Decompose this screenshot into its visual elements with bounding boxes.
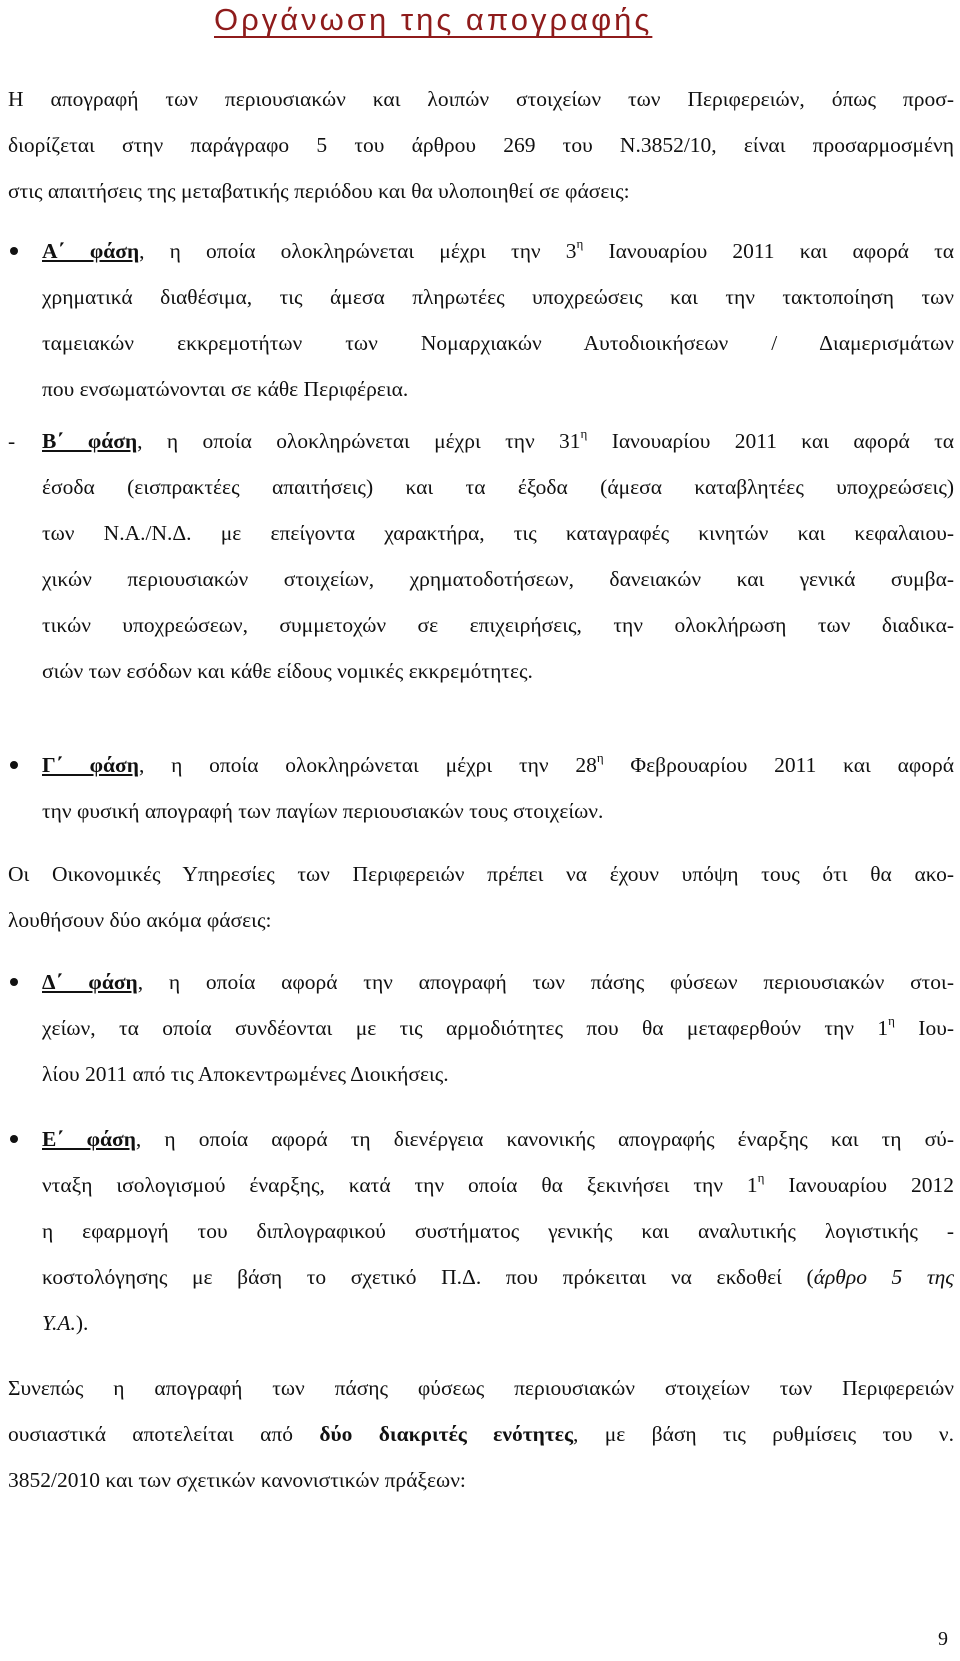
text-line: η εφαρμογή του διπλογραφικού συστήματος γενικής και αναλυτικής λογιστικής - bbox=[42, 1219, 954, 1243]
phase-e-label: Ε΄ φάση bbox=[42, 1127, 136, 1151]
phase-a-text: , η οποία ολοκληρώνεται μέχρι την 3 bbox=[139, 239, 577, 263]
bullet-icon bbox=[10, 1135, 18, 1143]
bullet-icon bbox=[10, 761, 18, 769]
text-line: σιών των εσόδων και κάθε είδους νομικές εκκρεμότητες. bbox=[42, 659, 533, 683]
ordinal-superscript: η bbox=[888, 1013, 895, 1028]
phase-d-text: χείων, τα οποία συνδέονται με τις αρμοδιότητες που θα μεταφερθούν την 1 bbox=[42, 1016, 889, 1040]
ordinal-superscript: η bbox=[580, 426, 588, 441]
reference-italic: άρθρο 5 της bbox=[813, 1265, 954, 1289]
ending-text: ουσιαστικά αποτελείται από bbox=[8, 1422, 320, 1446]
page-title: Οργάνωση της απογραφής bbox=[214, 2, 653, 37]
phase-b-label: Β΄ φάση bbox=[42, 429, 138, 453]
phase-a-text: Ιανουαρίου 2011 και αφορά τα bbox=[583, 239, 954, 263]
text-line: έσοδα (εισπρακτέες απαιτήσεις) και τα έξοδα (άμεσα καταβλητέες υποχρεώσεις) bbox=[42, 475, 954, 499]
phase-e-text: νταξη ισολογισμού έναρξης, κατά την οποία θα ξεκινήσει την 1 bbox=[42, 1173, 758, 1197]
intro-paragraph bbox=[8, 76, 954, 214]
phase-c-label: Γ΄ φάση bbox=[42, 753, 139, 777]
page-number: 9 bbox=[938, 1628, 948, 1650]
text-line: στις απαιτήσεις της μεταβατικής περιόδου και θα υλοποιηθεί σε φάσεις: bbox=[8, 179, 630, 203]
phase-a-label: Α΄ φάση bbox=[42, 239, 140, 263]
text-line: 3852/2010 και των σχετικών κανονιστικών πράξεων: bbox=[8, 1468, 466, 1492]
phase-e-text: ). bbox=[75, 1311, 89, 1335]
phase-d-item bbox=[42, 959, 954, 1097]
text-line: την φυσική απογραφή των παγίων περιουσιακών τους στοιχείων. bbox=[42, 799, 604, 823]
phase-e-text: , η οποία αφορά τη διενέργεια κανονικής απογραφής έναρξης και τη σύ- bbox=[135, 1127, 954, 1151]
ordinal-superscript: η bbox=[596, 750, 604, 765]
text-line: των Ν.Α./Ν.Δ. με επείγοντα χαρακτήρα, τις καταγραφές κινητών και κεφαλαιου- bbox=[42, 521, 954, 545]
text-line: λίου 2011 από τις Αποκεντρωμένες Διοικήσεις. bbox=[42, 1062, 449, 1086]
emphasis-bold: δύο διακριτές ενότητες bbox=[319, 1422, 574, 1446]
phase-b-text: , η οποία ολοκληρώνεται μέχρι την 31 bbox=[137, 429, 581, 453]
ordinal-superscript: η bbox=[576, 236, 584, 251]
phase-e-text: κοστολόγησης με βάση το σχετικό Π.Δ. που πρόκειται να εκδοθεί ( bbox=[42, 1265, 814, 1289]
mid-paragraph bbox=[8, 851, 954, 943]
text-line: Η απογραφή των περιουσιακών και λοιπών στοιχείων των Περιφερειών, όπως προσ- bbox=[8, 87, 954, 111]
text-line: που ενσωματώνονται σε κάθε Περιφέρεια. bbox=[42, 377, 409, 401]
phase-b-text: Ιανουαρίου 2011 και αφορά τα bbox=[587, 429, 954, 453]
phase-d-text: , η οποία αφορά την απογραφή των πάσης φύσεων περιουσιακών στοι- bbox=[137, 970, 954, 994]
phase-c-text: Φεβρουαρίου 2011 και αφορά bbox=[603, 753, 954, 777]
reference-italic: Υ.Α. bbox=[42, 1311, 76, 1335]
phase-d-label: Δ΄ φάση bbox=[42, 970, 138, 994]
phase-d-text: Ιου- bbox=[894, 1016, 955, 1040]
phase-b-item bbox=[42, 418, 954, 694]
text-line: Συνεπώς η απογραφή των πάσης φύσεως περιουσιακών στοιχείων των Περιφερειών bbox=[8, 1376, 954, 1400]
ending-text: , με βάση τις ρυθμίσεις του ν. bbox=[573, 1422, 955, 1446]
text-line: χρηματικά διαθέσιμα, τις άμεσα πληρωτέες υποχρεώσεις και την τακτοποίηση των bbox=[42, 285, 954, 309]
ending-paragraph bbox=[8, 1365, 954, 1503]
phase-c-item bbox=[42, 742, 954, 834]
text-line: ταμειακών εκκρεμοτήτων των Νομαρχιακών Αυτοδιοικήσεων / Διαμερισμάτων bbox=[42, 331, 954, 355]
text-line: χικών περιουσιακών στοιχείων, χρηματοδοτήσεων, δανειακών και γενικά συμβα- bbox=[42, 567, 954, 591]
ordinal-superscript: η bbox=[757, 1170, 765, 1185]
phase-e-text: Ιανουαρίου 2012 bbox=[764, 1173, 954, 1197]
bullet-icon bbox=[10, 978, 18, 986]
dash-marker: - bbox=[8, 429, 16, 453]
text-line: τικών υποχρεώσεων, συμμετοχών σε επιχειρήσεις, την ολοκλήρωση των διαδικα- bbox=[42, 613, 954, 637]
text-line: Οι Οικονομικές Υπηρεσίες των Περιφερειών πρέπει να έχουν υπόψη τους ότι θα ακο- bbox=[8, 862, 954, 886]
phase-a-item bbox=[42, 228, 954, 412]
phase-e-item bbox=[42, 1116, 954, 1346]
bullet-icon bbox=[10, 247, 18, 255]
text-line: λουθήσουν δύο ακόμα φάσεις: bbox=[8, 908, 272, 932]
phase-c-text: , η οποία ολοκληρώνεται μέχρι την 28 bbox=[138, 753, 597, 777]
text-line: διορίζεται στην παράγραφο 5 του άρθρου 269 του Ν.3852/10, είναι προσαρμοσμένη bbox=[8, 133, 954, 157]
